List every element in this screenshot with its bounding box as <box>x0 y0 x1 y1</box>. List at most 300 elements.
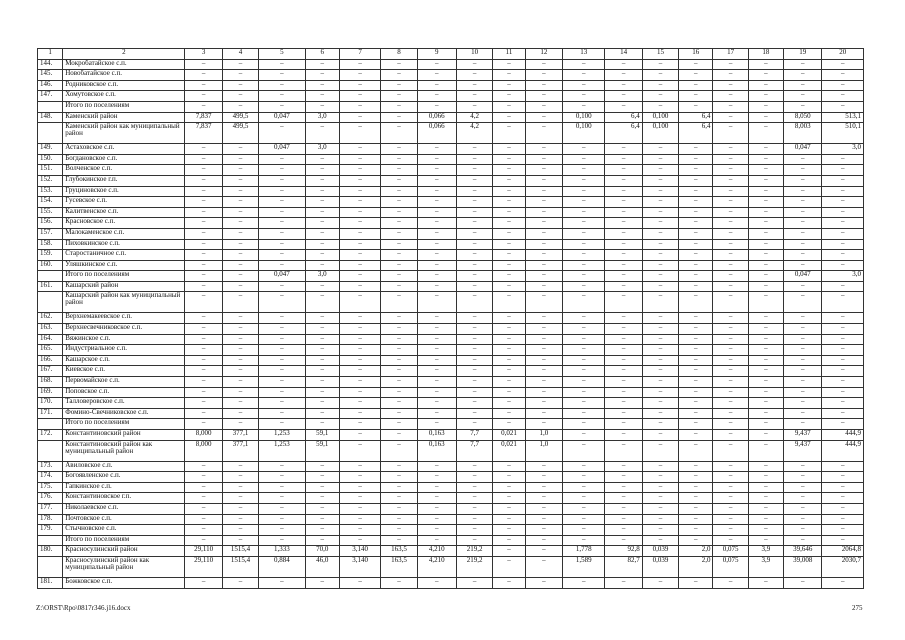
value-cell: 92,8 <box>605 546 642 557</box>
value-cell: 3,140 <box>339 546 380 557</box>
value-cell: – <box>339 398 380 409</box>
value-cell: – <box>784 503 822 514</box>
value-cell: – <box>305 345 339 356</box>
value-cell: – <box>713 144 748 155</box>
value-cell: – <box>339 503 380 514</box>
value-cell: – <box>713 80 748 91</box>
value-cell: – <box>222 228 258 239</box>
value-cell: – <box>381 324 417 335</box>
value-cell: – <box>493 281 525 292</box>
value-cell: – <box>822 292 864 313</box>
value-cell: 7,837 <box>185 112 222 123</box>
table-row <box>38 218 864 229</box>
value-cell: – <box>748 535 783 546</box>
value-cell: – <box>605 440 642 461</box>
value-cell: 4,210 <box>417 546 456 557</box>
value-cell: – <box>456 218 492 229</box>
value-cell: – <box>456 503 492 514</box>
value-cell: – <box>417 101 456 112</box>
value-cell: – <box>713 239 748 250</box>
value-cell: – <box>259 461 305 472</box>
value-cell: – <box>493 419 525 430</box>
value-cell: – <box>185 398 222 409</box>
value-cell: – <box>822 186 864 197</box>
value-cell: – <box>222 91 258 102</box>
value-cell: 3,0 <box>822 144 864 155</box>
table-row <box>38 80 864 91</box>
value-cell: – <box>305 535 339 546</box>
value-cell: – <box>305 207 339 218</box>
value-cell: – <box>784 228 822 239</box>
value-cell: – <box>456 377 492 388</box>
value-cell: – <box>305 334 339 345</box>
value-cell: – <box>493 197 525 208</box>
value-cell: – <box>259 355 305 366</box>
value-cell: – <box>456 472 492 483</box>
value-cell: – <box>456 207 492 218</box>
table-row <box>38 472 864 483</box>
name-cell: Гусевское с.п. <box>63 197 185 208</box>
value-cell: – <box>525 250 562 261</box>
value-cell: – <box>259 165 305 176</box>
value-cell: – <box>748 154 783 165</box>
value-cell: – <box>259 260 305 271</box>
value-cell: 444,9 <box>822 440 864 461</box>
value-cell: – <box>748 324 783 335</box>
table-row <box>38 228 864 239</box>
value-cell: – <box>748 377 783 388</box>
value-cell: – <box>822 503 864 514</box>
value-cell: – <box>456 514 492 525</box>
value-cell: – <box>563 313 605 324</box>
value-cell: – <box>222 535 258 546</box>
value-cell: – <box>822 514 864 525</box>
value-cell: – <box>305 292 339 313</box>
row-number-cell: 166. <box>38 355 63 366</box>
value-cell: – <box>456 80 492 91</box>
value-cell: – <box>822 154 864 165</box>
value-cell: – <box>713 525 748 536</box>
name-cell: Гапкинское с.п. <box>63 482 185 493</box>
value-cell: – <box>679 493 713 504</box>
value-cell: – <box>642 525 678 536</box>
value-cell: – <box>679 165 713 176</box>
value-cell: – <box>339 366 380 377</box>
table-row <box>38 197 864 208</box>
row-number-cell: 178. <box>38 514 63 525</box>
value-cell: – <box>259 70 305 81</box>
value-cell: – <box>493 70 525 81</box>
value-cell: – <box>605 493 642 504</box>
value-cell: 8,050 <box>784 112 822 123</box>
value-cell: – <box>642 207 678 218</box>
value-cell: – <box>784 324 822 335</box>
value-cell: – <box>456 493 492 504</box>
value-cell: – <box>642 218 678 229</box>
name-cell: Пиховкинское с.п. <box>63 239 185 250</box>
value-cell: – <box>417 472 456 483</box>
table-row <box>38 377 864 388</box>
value-cell: – <box>339 334 380 345</box>
value-cell: – <box>784 345 822 356</box>
value-cell: – <box>381 197 417 208</box>
value-cell: – <box>339 292 380 313</box>
column-header: 18 <box>748 49 783 60</box>
name-cell: Первомайское с.п. <box>63 377 185 388</box>
value-cell: – <box>185 514 222 525</box>
value-cell: – <box>713 207 748 218</box>
value-cell: – <box>563 366 605 377</box>
value-cell: 3,9 <box>748 546 783 557</box>
value-cell: – <box>525 366 562 377</box>
value-cell: – <box>822 70 864 81</box>
value-cell: – <box>493 324 525 335</box>
table-row <box>38 419 864 430</box>
value-cell: – <box>222 165 258 176</box>
value-cell: – <box>381 472 417 483</box>
value-cell: – <box>493 228 525 239</box>
value-cell: – <box>713 334 748 345</box>
value-cell: – <box>822 535 864 546</box>
value-cell: 0,100 <box>563 112 605 123</box>
value-cell: – <box>493 154 525 165</box>
row-number-cell: 159. <box>38 250 63 261</box>
value-cell: – <box>525 281 562 292</box>
value-cell: – <box>185 355 222 366</box>
name-cell: Итого по поселениям <box>63 271 185 282</box>
name-cell: Верхнесвечниковское с.п. <box>63 324 185 335</box>
row-number-cell <box>38 556 63 577</box>
value-cell: 9,437 <box>784 440 822 461</box>
value-cell: – <box>713 250 748 261</box>
value-cell: – <box>493 493 525 504</box>
value-cell: – <box>748 101 783 112</box>
value-cell: – <box>563 345 605 356</box>
column-header: 14 <box>605 49 642 60</box>
value-cell: – <box>784 525 822 536</box>
value-cell: – <box>563 398 605 409</box>
value-cell: – <box>185 345 222 356</box>
value-cell: – <box>822 197 864 208</box>
table-row <box>38 144 864 155</box>
value-cell: – <box>259 313 305 324</box>
row-number-cell: 161. <box>38 281 63 292</box>
value-cell: – <box>185 577 222 588</box>
value-cell: – <box>381 461 417 472</box>
value-cell: – <box>222 197 258 208</box>
value-cell: – <box>679 345 713 356</box>
value-cell: – <box>563 482 605 493</box>
value-cell: – <box>713 175 748 186</box>
value-cell: 0,039 <box>642 556 678 577</box>
value-cell: – <box>822 345 864 356</box>
value-cell: – <box>642 461 678 472</box>
table-row <box>38 313 864 324</box>
value-cell: – <box>493 91 525 102</box>
value-cell: – <box>305 70 339 81</box>
value-cell: – <box>822 260 864 271</box>
value-cell: 1,778 <box>563 546 605 557</box>
value-cell: – <box>713 324 748 335</box>
value-cell: – <box>305 377 339 388</box>
value-cell: – <box>642 493 678 504</box>
value-cell: – <box>525 313 562 324</box>
value-cell: – <box>784 366 822 377</box>
value-cell: – <box>748 334 783 345</box>
value-cell: – <box>642 503 678 514</box>
value-cell: – <box>605 461 642 472</box>
value-cell: – <box>222 461 258 472</box>
value-cell: – <box>339 70 380 81</box>
value-cell: – <box>713 70 748 81</box>
value-cell: – <box>679 366 713 377</box>
value-cell: – <box>525 461 562 472</box>
page-number: 275 <box>852 604 863 612</box>
value-cell: – <box>185 292 222 313</box>
value-cell: – <box>222 175 258 186</box>
row-number-cell: 157. <box>38 228 63 239</box>
name-cell: Красносулинский район <box>63 546 185 557</box>
value-cell: – <box>381 355 417 366</box>
value-cell: – <box>381 91 417 102</box>
value-cell: – <box>417 59 456 70</box>
value-cell: – <box>713 408 748 419</box>
value-cell: – <box>822 228 864 239</box>
column-header: 11 <box>493 49 525 60</box>
value-cell: – <box>185 260 222 271</box>
value-cell: – <box>563 355 605 366</box>
value-cell: – <box>417 70 456 81</box>
value-cell: 1,253 <box>259 430 305 441</box>
value-cell: – <box>339 440 380 461</box>
row-number-cell <box>38 419 63 430</box>
value-cell: – <box>417 366 456 377</box>
value-cell: – <box>305 482 339 493</box>
value-cell: 0,047 <box>259 144 305 155</box>
value-cell: – <box>339 313 380 324</box>
value-cell: – <box>339 123 380 144</box>
value-cell: – <box>713 419 748 430</box>
table-row <box>38 503 864 514</box>
value-cell: – <box>381 239 417 250</box>
value-cell: – <box>713 430 748 441</box>
value-cell: – <box>493 514 525 525</box>
value-cell: – <box>563 430 605 441</box>
value-cell: – <box>713 345 748 356</box>
value-cell: – <box>339 101 380 112</box>
value-cell: – <box>417 218 456 229</box>
value-cell: – <box>679 472 713 483</box>
value-cell: – <box>605 80 642 91</box>
value-cell: – <box>185 91 222 102</box>
value-cell: – <box>456 482 492 493</box>
value-cell: 513,1 <box>822 112 864 123</box>
value-cell: 0,047 <box>784 144 822 155</box>
value-cell: – <box>417 260 456 271</box>
value-cell: – <box>493 175 525 186</box>
value-cell: – <box>822 472 864 483</box>
value-cell: – <box>222 387 258 398</box>
value-cell: – <box>642 175 678 186</box>
value-cell: – <box>525 546 562 557</box>
value-cell: – <box>381 366 417 377</box>
row-number-cell: 151. <box>38 165 63 176</box>
value-cell: – <box>185 387 222 398</box>
value-cell: – <box>417 80 456 91</box>
value-cell: – <box>605 271 642 282</box>
name-cell: Уляшкинское с.п. <box>63 260 185 271</box>
value-cell: – <box>493 482 525 493</box>
value-cell: – <box>748 112 783 123</box>
value-cell: – <box>305 324 339 335</box>
row-number-cell: 175. <box>38 482 63 493</box>
name-cell: Николаевское с.п. <box>63 503 185 514</box>
name-cell: Каменский район как муниципальный район <box>63 123 185 144</box>
name-cell: Итого по поселениям <box>63 535 185 546</box>
row-number-cell: 147. <box>38 91 63 102</box>
value-cell: – <box>642 440 678 461</box>
value-cell: – <box>525 91 562 102</box>
value-cell: – <box>679 461 713 472</box>
table-row <box>38 387 864 398</box>
value-cell: – <box>259 197 305 208</box>
value-cell: – <box>642 91 678 102</box>
value-cell: 8,000 <box>185 430 222 441</box>
value-cell: 0,163 <box>417 430 456 441</box>
value-cell: – <box>525 154 562 165</box>
value-cell: – <box>748 70 783 81</box>
row-number-cell: 177. <box>38 503 63 514</box>
value-cell: – <box>381 482 417 493</box>
column-header: 17 <box>713 49 748 60</box>
value-cell: – <box>259 387 305 398</box>
value-cell: – <box>605 250 642 261</box>
value-cell: – <box>259 228 305 239</box>
value-cell: – <box>748 503 783 514</box>
value-cell: 3,0 <box>305 144 339 155</box>
value-cell: – <box>456 419 492 430</box>
value-cell: – <box>679 334 713 345</box>
value-cell: – <box>605 313 642 324</box>
value-cell: – <box>563 260 605 271</box>
value-cell: – <box>381 577 417 588</box>
value-cell: – <box>381 345 417 356</box>
value-cell: – <box>713 101 748 112</box>
value-cell: – <box>222 525 258 536</box>
value-cell: – <box>381 313 417 324</box>
value-cell: – <box>713 535 748 546</box>
value-cell: 163,5 <box>381 546 417 557</box>
value-cell: – <box>417 186 456 197</box>
value-cell: 2,0 <box>679 546 713 557</box>
value-cell: – <box>222 577 258 588</box>
value-cell: – <box>679 101 713 112</box>
value-cell: – <box>305 355 339 366</box>
value-cell: 0,075 <box>713 546 748 557</box>
value-cell: – <box>748 239 783 250</box>
value-cell: – <box>748 175 783 186</box>
value-cell: – <box>339 144 380 155</box>
value-cell: – <box>784 165 822 176</box>
value-cell: 1515,4 <box>222 556 258 577</box>
value-cell: – <box>679 154 713 165</box>
row-number-cell: 165. <box>38 345 63 356</box>
table-row <box>38 260 864 271</box>
row-number-cell: 167. <box>38 366 63 377</box>
value-cell: – <box>222 345 258 356</box>
value-cell: – <box>381 165 417 176</box>
value-cell: – <box>679 218 713 229</box>
value-cell: – <box>381 408 417 419</box>
value-cell: 70,0 <box>305 546 339 557</box>
name-cell: Почтовское с.п. <box>63 514 185 525</box>
table-row <box>38 461 864 472</box>
value-cell: – <box>185 197 222 208</box>
value-cell: – <box>605 355 642 366</box>
name-cell: Родниковское с.п. <box>63 80 185 91</box>
row-number-cell <box>38 271 63 282</box>
value-cell: – <box>493 398 525 409</box>
value-cell: – <box>822 101 864 112</box>
value-cell: – <box>222 313 258 324</box>
value-cell: 3,0 <box>305 112 339 123</box>
value-cell: – <box>748 123 783 144</box>
value-cell: – <box>748 292 783 313</box>
value-cell: – <box>417 239 456 250</box>
value-cell: – <box>642 514 678 525</box>
value-cell: – <box>259 377 305 388</box>
value-cell: – <box>748 430 783 441</box>
column-header: 7 <box>339 49 380 60</box>
value-cell: – <box>822 408 864 419</box>
value-cell: – <box>679 292 713 313</box>
value-cell: – <box>417 324 456 335</box>
table-row <box>38 123 864 144</box>
value-cell: 163,5 <box>381 556 417 577</box>
table-row <box>38 408 864 419</box>
value-cell: – <box>456 324 492 335</box>
value-cell: – <box>713 165 748 176</box>
value-cell: 29,110 <box>185 546 222 557</box>
name-cell: Стычновское с.п. <box>63 525 185 536</box>
value-cell: – <box>525 112 562 123</box>
table-row <box>38 556 864 577</box>
value-cell: – <box>381 112 417 123</box>
value-cell: – <box>493 525 525 536</box>
value-cell: – <box>525 503 562 514</box>
value-cell: – <box>605 525 642 536</box>
value-cell: – <box>605 366 642 377</box>
value-cell: – <box>679 419 713 430</box>
value-cell: – <box>339 197 380 208</box>
value-cell: – <box>642 101 678 112</box>
value-cell: – <box>679 70 713 81</box>
value-cell: – <box>222 70 258 81</box>
value-cell: – <box>605 398 642 409</box>
value-cell: – <box>713 123 748 144</box>
value-cell: – <box>493 313 525 324</box>
value-cell: – <box>679 91 713 102</box>
column-header: 9 <box>417 49 456 60</box>
name-cell: Старостаничное с.п. <box>63 250 185 261</box>
column-header: 4 <box>222 49 258 60</box>
value-cell: – <box>222 154 258 165</box>
value-cell: 6,4 <box>679 112 713 123</box>
value-cell: – <box>381 398 417 409</box>
value-cell: – <box>339 461 380 472</box>
value-cell: – <box>642 430 678 441</box>
value-cell: – <box>339 324 380 335</box>
